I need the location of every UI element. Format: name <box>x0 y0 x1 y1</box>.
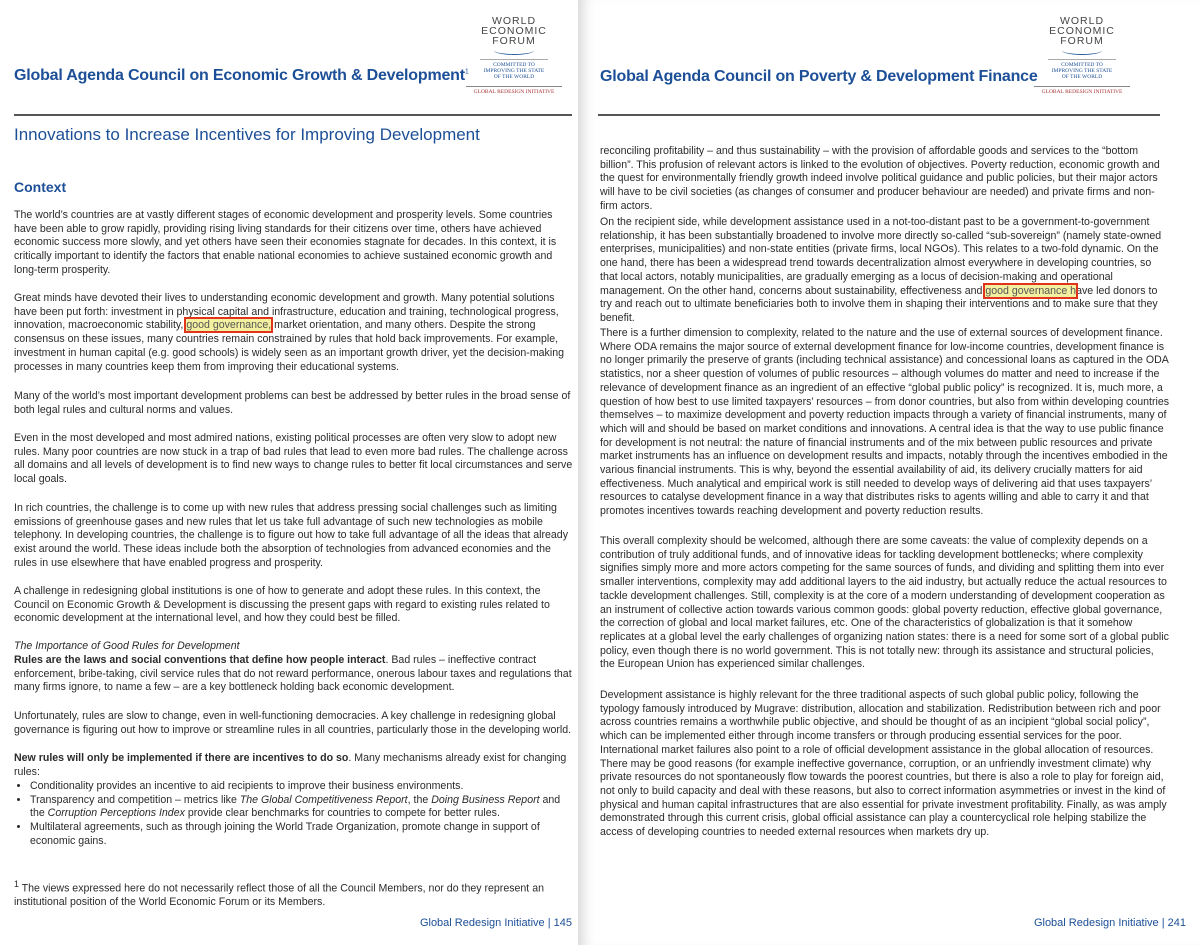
paragraph: Many of the world’s most important development problems can best be addressed by better rules in the broad sense of both legal rules and cultural norms and values. <box>14 390 571 416</box>
paragraph: Development assistance is highly relevant for the three traditional aspects of such global public policy, following the typology famously introduced by Mugrave: distribution, allocation and stabilization. Redistribution between rich and poor across countries remains a worthwhile public objective, and should be thought of as an incipient “global social policy”, which can be implemented either through income transfers or through producing essential services for the poor. International market failures also point to a role of official development assistance in the global allocation of resources. There may be good reasons (for example ineffective governance, corruption, or an unfriendly investment climate) why private resources do not spontaneously flow towards the poorest countries, but there is also a role to play for foreign aid, not only to build capacity and deal with these reasons, but also to correct information asymmetries or invest in the kind of physical and human capital infrastructures that are also essential for private investment profitability. Finally, as was amply demonstrated through this current crisis, global official assistance can play a countercyclical role helping stabilize the access of developing countries to needed external resources when markets dry up. <box>600 689 1167 839</box>
logo-line: WORLD <box>491 15 537 27</box>
logo-line: ECONOMIC <box>1049 25 1115 37</box>
logo-line: FORUM <box>1060 35 1104 47</box>
paragraph <box>14 752 574 779</box>
text: On the recipient side, while development assistance used in a not-too-distant past to be a government-to-government relationship, it has been substantially broadened to involve more directly so-called “sub-sovereign” (namely state-owned enterprises, municipalities) and non-state entities (private firms, local NGOs). This relates to a two-fold dynamic. On the one hand, there has been a widespread trend towards decentralization almost everywhere in developing countries, so that local actors, notably municipalities, are gradually emerging as a locus of decision-making and operational management. On the other hand, concerns about sustainability, effectiveness and <box>600 216 1162 297</box>
text: provide clear benchmarks for countries to compete for better rules. <box>184 807 500 820</box>
logo-line: FORUM <box>492 35 536 47</box>
bold-text: New rules will only be implemented if there are incentives to do so <box>14 752 349 764</box>
paragraph: This overall complexity should be welcomed, although there are some caveats: the value of complexity depends on a contribution of truly additional funds, and of innovative ideas for tackling development bottlenecks; where complexity signifies simply more and more actors competing for the same sources of funds, and dividing and splitting them into ever smaller interventions, complexity may add additional layers to the aid industry, but actually reduce the actual resources to tackle development challenges. Still, complexity is at the core of a modern understanding of development cooperation as an instrument of collective action towards various common goods: global poverty reduction, effective global governance, the correction of global and local market failures, etc. One of the characteristics of globalization is that it somehow replicates at a global level the early challenges of organizing nation states: there is a need for some sort of a global public policy, even though there is no world government. This is not totally new: through its assistance and structural policies, the European Union has experienced similar challenges. <box>600 535 1169 671</box>
text: . Many mechanisms already exist for changing rules: <box>14 752 567 778</box>
divider <box>14 114 572 116</box>
logo-tagline: COMMITTED TO IMPROVING THE STATE OF THE WORLD <box>1048 59 1116 80</box>
paragraph <box>600 216 1170 326</box>
subtitle: Innovations to Increase Incentives for Improving Development <box>14 125 480 144</box>
report-title: Corruption Perceptions Index <box>47 807 185 820</box>
text: . Bad rules – ineffective contract enforcement, bribe-taking, civil service rules that do not reward performance, onerous labour taxes and regulations that many firms ignore, to name a few – are a key bottleneck holding back economic development. <box>14 654 572 694</box>
page-footer: Global Redesign Initiative | 145 <box>419 917 572 929</box>
section-heading: Context <box>14 179 67 195</box>
footnote <box>14 878 574 910</box>
logo-tagline: COMMITTED TO IMPROVING THE STATE OF THE WORLD <box>480 59 548 80</box>
wef-logo <box>1034 16 1130 95</box>
paragraph: The world’s countries are at vastly different stages of economic development and prosperity levels. Some countries have been able to grow rapidly, providing rising living standards for their citizens over time, others have achieved economic success more slowly, and yet others have seen their economies stagnate for decades. In this context, it is critically important to identify the factors that enable national economies to achieve sustained economic growth and long-term prosperity. <box>14 209 557 276</box>
left-page <box>0 0 578 945</box>
text: Great minds have devoted their lives to understanding economic development and growth. Many potential solutions have been put forth: investment in physical capital and infrastructure, education and training, technological progress, innovation, macroeconomic stability, <box>14 292 559 332</box>
logo-initiative: GLOBAL REDESIGN INITIATIVE <box>1034 86 1130 95</box>
right-page <box>578 0 1200 945</box>
bullet-list <box>14 780 574 849</box>
paragraph: Even in the most developed and most admired nations, existing political processes are often very slow to adopt new rules. Many poor countries are now stuck in a trap of bad rules that lead to even more bad rules. The challenge across all domains and all levels of development is to find new ways to change rules to better fit local circumstances and serve local goals. <box>14 432 573 486</box>
text: ave led donors to try and reach out to ultimate beneficiaries both to involve them in shaping their interventions and to make sure that they benefit. <box>600 284 1158 324</box>
text: Transparency and competition – metrics like <box>30 793 240 806</box>
logo-line: WORLD <box>1059 15 1105 27</box>
report-title: The Global Competitiveness Report <box>239 793 408 806</box>
paragraph: A challenge in redesigning global institutions is one of how to generate and adopt these rules. In this context, the Council on Economic Growth & Development is discussing the present gaps with regard to existing rules related to economic development at the international level, and how they could best be filled. <box>14 585 550 625</box>
text: market orientation, and many others. Despite the strong consensus on these issues, many countries remain constrained by rules that hold back improvements. For example, investment in human capital (e.g. good schools) is widely seen as an important growth driver, yet the decision-making processes in many countries keep them from improving their educational systems. <box>14 319 564 373</box>
paragraph <box>14 654 574 695</box>
list-item: • Conditionality provides an incentive to aid recipients to improve their business environments. <box>30 780 574 794</box>
page-title: Global Agenda Council on Poverty & Development Finance <box>600 68 1038 85</box>
logo-arc-icon <box>494 46 534 55</box>
divider <box>598 114 1160 116</box>
paragraph <box>14 292 574 374</box>
logo-arc-icon <box>1062 46 1102 55</box>
list-item <box>30 794 574 821</box>
wef-logo <box>466 16 562 95</box>
text: , the <box>407 793 432 806</box>
title-text: Global Agenda Council on Economic Growth & Development <box>14 67 465 84</box>
bold-text: Rules are the laws and social conventions that define how people interact <box>14 654 386 666</box>
footnote-number: 1 <box>14 879 19 889</box>
paragraph: In rich countries, the challenge is to come up with new rules that address pressing social challenges such as limiting emissions of greenhouse gases and new rules that let us take full advantage of such new technologies as mobile telephony. In developing countries, the challenge is to figure out how to take full advantage of all the ideas that already exist around the world. These ideas include both the absorption of technologies from advanced economies and the rules in use elsewhere that have enabled progress and prosperity. <box>14 502 568 569</box>
highlighted-text: good governance h <box>985 284 1077 297</box>
list-item: • Multilateral agreements, such as through joining the World Trade Organization, promote change in support of economic gains. <box>30 821 574 848</box>
subheading: The Importance of Good Rules for Development <box>14 640 240 652</box>
logo-initiative: GLOBAL REDESIGN INITIATIVE <box>466 86 562 95</box>
page-title <box>14 67 469 85</box>
paragraph: There is a further dimension to complexity, related to the nature and the use of external sources of development finance. Where ODA remains the major source of external development finance for low-income countries, development finance is no longer primarily the preserve of grants (including technical assistance) and concessional loans as captured in the ODA statistics, nor a sheer question of volumes of public resources – although volumes do matter and need to increase if the relevance of development finance as an ingredient of an effective “global public policy” is recognized. It is, much more, a question of how best to use limited taxpayers’ resources – from donor countries, but also from within developing countries themselves – to maximize development and poverty reduction impacts through a variety of financial instruments, many of which will and should be based on market conditions and innovations. A central idea is that the way to use public finance for development is not neutral: the nature of financial instruments and of the mix between public resources and private market instruments has an influence on development results and impacts, notably through the incentives embodied in the various financial instruments. This is why, beyond the essential availability of aid, its delivery crucially matters for aid effectiveness. Much analytical and empirical work is still needed to develop ways of delivering aid that uses taxpayers’ resources to catalyse development finance in a way that distributes risks to agents willing and able to carry it and that promotes incentives towards reaching development and poverty reduction results. <box>600 327 1170 518</box>
highlighted-text: good governance, <box>186 319 272 332</box>
text: and the <box>30 793 561 820</box>
logo-line: ECONOMIC <box>481 25 547 37</box>
page-footer: Global Redesign Initiative | 241 <box>1033 917 1186 929</box>
paragraph: reconciling profitability – and thus sustainability – with the provision of affordable goods and services to the “bottom billion”. This profusion of relevant actors is linked to the evolution of objectives. Poverty reduction, economic growth and the quest for environmentally friendly growth indeed involve political guidance and public policies, but their major actors will have to be civil societies (as changes of consumer and producer behaviour are needed) and private firms and non-firm actors. <box>600 145 1160 212</box>
report-title: Doing Business Report <box>431 793 540 806</box>
footnote-ref: 1 <box>464 68 469 76</box>
footnote-text: The views expressed here do not necessarily reflect those of all the Council Members, nor do they represent an institutional position of the World Economic Forum or its Members. <box>14 882 544 909</box>
paragraph: Unfortunately, rules are slow to change, even in well-functioning democracies. A key challenge in redesigning global governance is figuring out how to improve or streamline rules in all countries, particularly those in the developing world. <box>14 710 572 736</box>
